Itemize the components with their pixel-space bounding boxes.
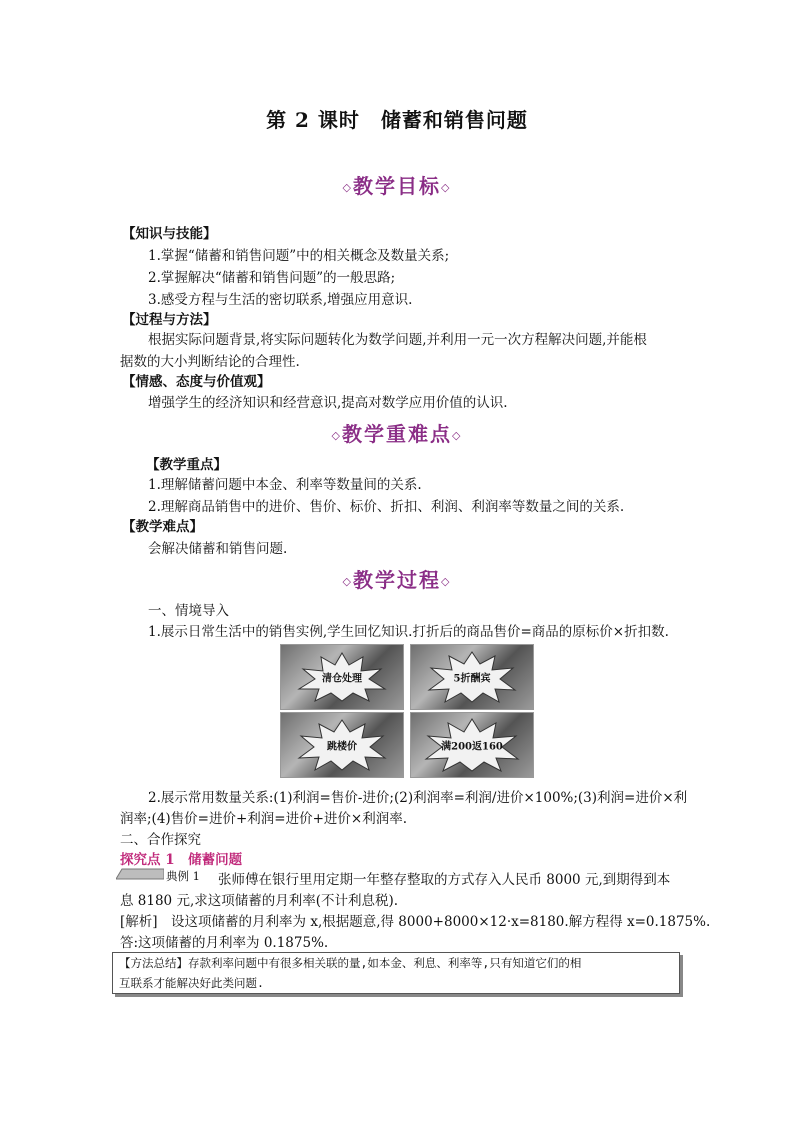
knowledge-item: 3.感受方程与生活的密切联系,增强应用意识.	[148, 292, 413, 308]
photo-label: 5折酬宾	[453, 673, 491, 685]
page-title: 第 2 课时 储蓄和销售问题	[266, 108, 528, 132]
photo-label: 跳楼价	[327, 741, 357, 753]
method-text-line2: 据数的大小判断结论的合理性.	[120, 354, 300, 370]
diamond-icon: ◇	[452, 429, 463, 442]
photo-label: 满200返160	[441, 741, 503, 753]
method-summary-box	[112, 952, 680, 994]
photo-label: 清仓处理	[322, 673, 362, 685]
knowledge-header: 【知识与技能】	[122, 226, 217, 242]
intro-item2-line2: 润率;(4)售价=进价+利润=进价+进价×利润率.	[120, 811, 408, 827]
diamond-icon: ◇	[342, 575, 353, 588]
sale-photo-clearance	[280, 644, 404, 710]
difficulty-header: 【教学难点】	[122, 519, 203, 535]
intro-heading: 一、情境导入	[148, 603, 229, 619]
diamond-icon: ◇	[441, 181, 452, 194]
sale-photo-half-off	[410, 644, 534, 710]
difficulty-text: 会解决储蓄和销售问题.	[148, 541, 288, 557]
explore-heading: 二、合作探究	[120, 832, 201, 848]
diamond-icon: ◇	[342, 181, 353, 194]
example-text-line1: 张师傅在银行里用定期一年整存整取的方式存入人民币 8000 元,到期得到本	[218, 872, 671, 888]
knowledge-item: 1.掌握“储蓄和销售问题”中的相关概念及数量关系;	[148, 248, 450, 264]
summary-line1: 【方法总结】存款利率问题中有很多相关联的量,如本金、利息、利率等,只有知道它们的相	[119, 956, 582, 970]
sale-photo-rebate	[410, 712, 534, 778]
diamond-icon: ◇	[331, 429, 342, 442]
knowledge-item: 2.掌握解决“储蓄和销售问题”的一般思路;	[148, 270, 396, 286]
emotion-text: 增强学生的经济知识和经营意识,提高对数学应用价值的认识.	[148, 395, 508, 411]
section-heading-goals: ◇教学目标◇	[342, 174, 452, 198]
method-text-line1: 根据实际问题背景,将实际问题转化为数学问题,并利用一元一次方程解决问题,并能根	[148, 332, 647, 348]
example-text-line2: 息 8180 元,求这项储蓄的月利率(不计利息税).	[120, 893, 399, 909]
intro-item2-line1: 2.展示常用数量关系:(1)利润=售价-进价;(2)利润率=利润/进价×100%;(3)利润=进价×利	[148, 790, 688, 806]
focus-item: 1.理解储蓄问题中本金、利率等数量间的关系.	[148, 477, 422, 493]
analysis-line2: 答:这项储蓄的月利率为 0.1875%.	[120, 935, 329, 951]
explore-point: 探究点 1 储蓄问题	[120, 852, 243, 868]
section-heading-process: ◇教学过程◇	[342, 568, 452, 592]
focus-header: 【教学重点】	[146, 457, 227, 473]
emotion-header: 【情感、态度与价值观】	[122, 374, 271, 390]
intro-item1: 1.展示日常生活中的销售实例,学生回忆知识.打折后的商品售价=商品的原标价×折扣数.	[148, 624, 669, 640]
diamond-icon: ◇	[441, 575, 452, 588]
summary-line2: 互联系才能解决好此类问题.	[119, 976, 264, 990]
focus-item: 2.理解商品销售中的进价、售价、标价、折扣、利润、利润率等数量之间的关系.	[148, 499, 625, 515]
example-label: 典例 1	[166, 869, 200, 883]
analysis-line1: [解析] 设这项储蓄的月利率为 x,根据题意,得 8000+8000×12·x=8180.解方程得 x=0.1875%.	[120, 914, 711, 930]
section-heading-key-points: ◇教学重难点◇	[331, 422, 463, 446]
sale-photo-bargain	[280, 712, 404, 778]
example-tag-icon	[116, 866, 164, 880]
method-header: 【过程与方法】	[122, 312, 217, 328]
